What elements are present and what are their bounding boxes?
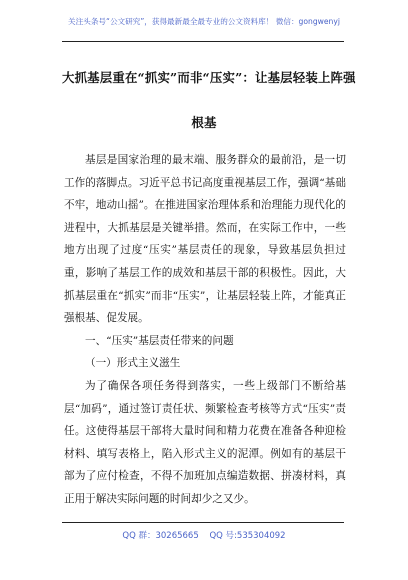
paragraph-intro: 基层是国家治理的最末端、服务群众的最前沿，是一切工作的落脚点。习近平总书记高度重视基层工作，强调“基础不牢，地动山摇”。在推进国家治理体系和治理能力现代化的进程中，大抓基层是关键举措。然而，在实际工作中，一些地方出现了过度“压实”基层责任的现象，导致基层负担过重，影响了基层工作的成效和基层干部的积极性。因此，大抓基层重在“抓实”而非“压实”，让基层轻装上阵，才能真正强根基、促发展。: [64, 154, 346, 325]
footer-qq-number: QQ 号:535304092: [209, 531, 286, 541]
header-promo-note: 关注头条号“公文研究”，获得最新最全最专业的公文资料库！ 微信：gongwenyj: [68, 17, 340, 26]
document-title-line1: 大抓基层重在“抓实”而非“压实”：让基层轻装上阵强: [62, 70, 356, 85]
document-body: [64, 149, 346, 511]
footer-divider: [62, 522, 344, 523]
section-heading: 一、“压实”基层责任带来的问题: [85, 334, 234, 347]
subsection-heading: （一）形式主义滋生: [85, 357, 181, 370]
footer-qq-group: QQ 群：30265665: [122, 531, 199, 541]
footer-contact: [0, 529, 408, 541]
document-title-line2: 根基: [191, 115, 217, 130]
paragraph-formalism: 为了确保各项任务得到落实，一些上级部门不断给基层“加码”，通过签订责任状、频繁检查考核等方式“压实”责任。这使得基层干部将大量时间和精力花费在准备各种迎检材料、填写表格上，陷入形式主义的泥潭。例如有的基层干部为了应付检查，不得不加班加点编造数据、拼凑材料，真正用于解决实际问题的时间却少之又少。: [64, 379, 346, 505]
header-divider: [62, 41, 344, 42]
